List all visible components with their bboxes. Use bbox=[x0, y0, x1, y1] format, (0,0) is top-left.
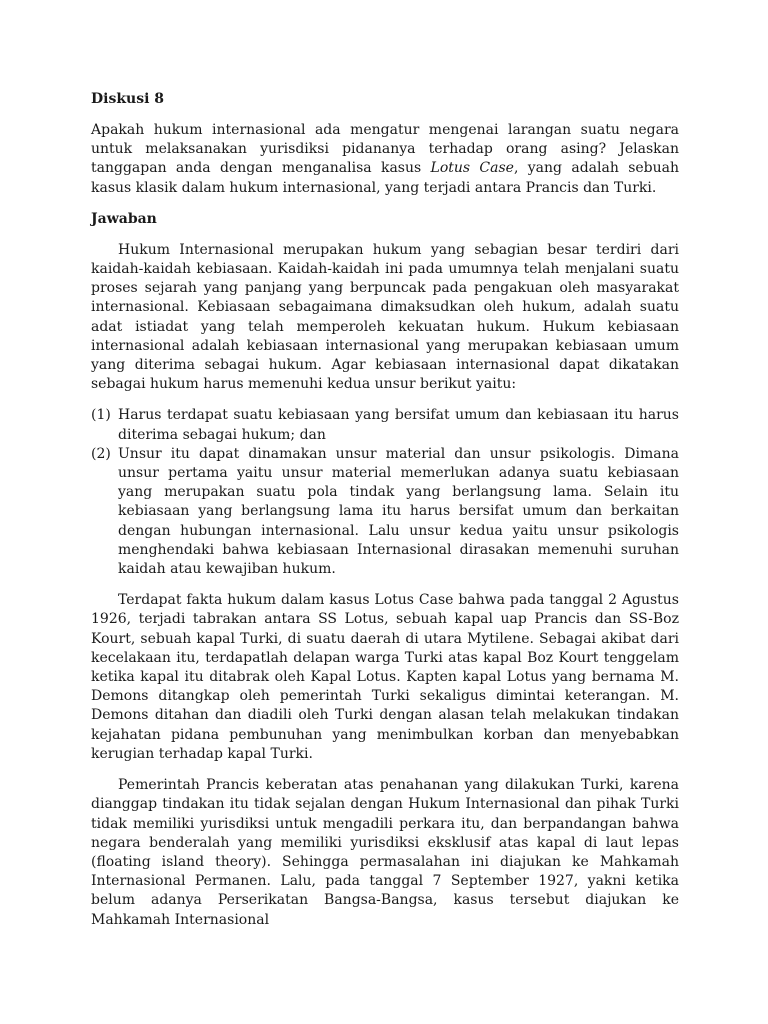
answer-heading: Jawaban bbox=[91, 210, 157, 227]
requirements-list bbox=[91, 406, 679, 579]
list-item-number: (1) bbox=[91, 407, 111, 424]
answer-paragraph-1: Hukum Internasional merupakan hukum yang sebagian besar terdiri dari kaidah-kaidah kebiasaan. Kaidah-kaidah ini pada umumnya telah menjalani suatu proses sejarah yang panjang yang berpuncak pada pengakuan oleh masyarakat internasional. Kebiasaan sebagaimana dimaksudkan oleh hukum, adalah suatu adat istiadat yang telah memperoleh kekuatan hukum. Hukum kebiasaan internasional adalah kebiasaan internasional yang merupakan kebiasaan umum yang diterima sebagai hukum. Agar kebiasaan internasional dapat dikatakan sebagai hukum harus memenuhi kedua unsur berikut yaitu: bbox=[91, 241, 679, 393]
list-item-text: Harus terdapat suatu kebiasaan yang bersifat umum dan kebiasaan itu harus diterima sebagai hukum; dan bbox=[118, 407, 679, 443]
question-text-end: , yang adalah sebuah kasus klasik dalam hukum internasional, yang terjadi antara Prancis dan Turki. bbox=[91, 160, 679, 196]
list-item-text: Unsur itu dapat dinamakan unsur material dan unsur psikologis. Dimana unsur pertama yaitu unsur material memerlukan adanya suatu kebiasaan yang merupakan suatu pola tindak yang berlangsung lama. Selain itu kebiasaan yang berlangsung lama itu harus bersifat umum dan berkaitan dengan hubungan internasional. Lalu unsur kedua yaitu unsur psikologis menghendaki bahwa kebiasaan Internasional dirasakan memenuhi suruhan kaidah atau kewajiban hukum. bbox=[118, 445, 679, 578]
list-item-number: (2) bbox=[91, 445, 111, 462]
answer-paragraph-2: Terdapat fakta hukum dalam kasus Lotus Case bahwa pada tanggal 2 Agustus 1926, terjadi tabrakan antara SS Lotus, sebuah kapal uap Prancis dan SS-Boz Kourt, sebuah kapal Turki, di suatu daerah di utara Mytilene. Sebagai akibat dari kecelakaan itu, terdapatlah delapan warga Turki atas kapal Boz Kourt tenggelam ketika kapal itu ditabrak oleh Kapal Lotus. Kapten kapal Lotus yang bernama M. Demons ditangkap oleh pemerintah Turki sekaligus dimintai keterangan. M. Demons ditahan dan diadili oleh Turki dengan alasan telah melakukan tindakan kejahatan pidana pembunuhan yang menimbulkan korban dan menyebabkan kerugian terhadap kapal Turki. bbox=[91, 592, 679, 762]
list-item bbox=[91, 406, 679, 444]
list-item bbox=[91, 445, 679, 579]
question-paragraph bbox=[91, 121, 679, 198]
answer-paragraph-3: Pemerintah Prancis keberatan atas penahanan yang dilakukan Turki, karena dianggap tindakan itu tidak sejalan dengan Hukum Internasional dan pihak Turki tidak memiliki yurisdiksi untuk mengadili perkara itu, dan berpandangan bahwa negara benderalah yang memiliki yurisdiksi eksklusif atas kapal di laut lepas (floating island theory). Sehingga permasalahan ini diajukan ke Mahkamah Internasional Permanen. Lalu, pada tanggal 7 September 1927, yakni ketika belum adanya Perserikatan Bangsa-Bangsa, kasus tersebut diajukan ke Mahkamah Internasional bbox=[91, 777, 679, 928]
question-text-start: Apakah hukum internasional ada mengatur mengenai larangan suatu negara untuk melaksanakan yurisdiksi pidananya terhadap orang asing? Jelaskan tanggapan anda dengan menganalisa kasus bbox=[91, 122, 679, 177]
document-title: Diskusi 8 bbox=[91, 91, 165, 107]
question-case-name: Lotus Case bbox=[430, 160, 514, 177]
